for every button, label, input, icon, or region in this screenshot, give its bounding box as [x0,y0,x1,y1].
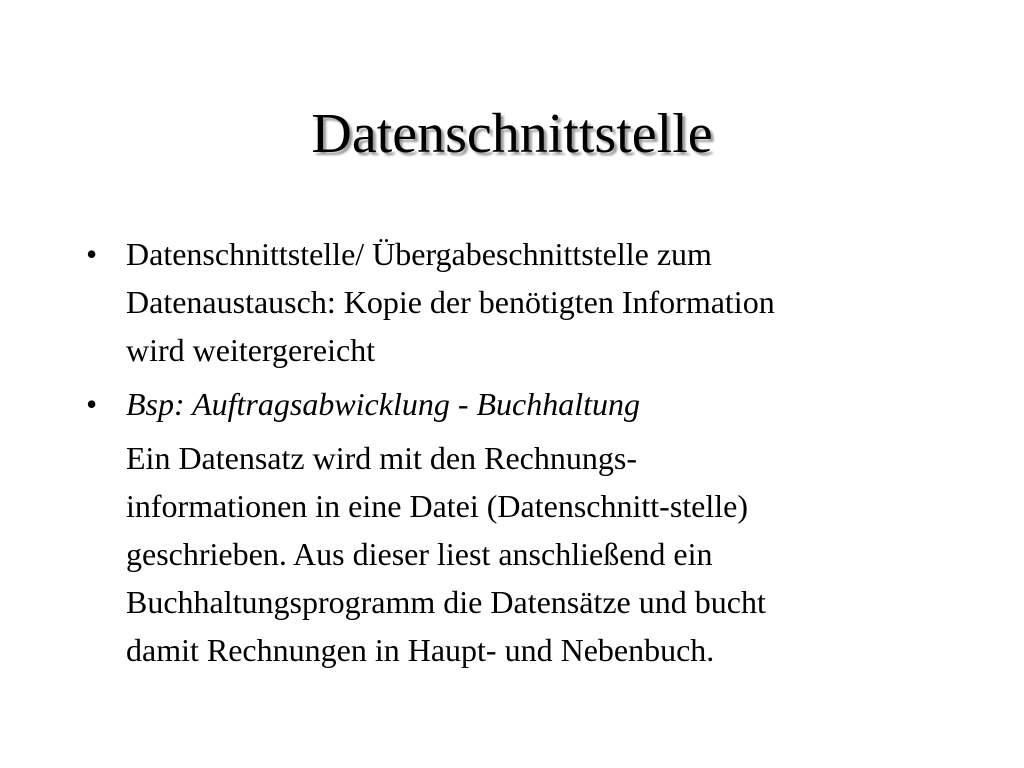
bullet-item-2 [82,380,982,428]
bullet-1-line-1: Datenschnittstelle/ Übergabeschnittstelle zum [126,236,712,272]
bullet-text-1 [126,230,982,374]
bullet-item-1 [82,230,982,374]
example-paragraph [126,434,982,674]
paragraph-line-4: Buchhaltungsprogramm die Datensätze und bucht [126,584,766,620]
paragraph-line-5: damit Rechnungen in Haupt- und Nebenbuch. [126,632,715,668]
paragraph-line-1: Ein Datensatz wird mit den Rechnungs- [126,440,637,476]
bullet-marker-1: • [86,236,98,272]
bullet-marker-2: • [86,386,98,422]
slide-title: Datenschnittstelle [311,103,713,165]
slide-body [82,230,982,674]
paragraph-line-2: informationen in eine Datei (Datenschnitt-stelle) [126,488,748,524]
bullet-1-line-2: Datenaustausch: Kopie der benötigten Information [126,284,775,320]
paragraph-line-3: geschrieben. Aus dieser liest anschließend ein [126,536,713,572]
bullet-1-line-3: wird weitergereicht [126,332,376,368]
bullet-text-2: Bsp: Auftragsabwicklung - Buchhaltung [126,386,641,422]
